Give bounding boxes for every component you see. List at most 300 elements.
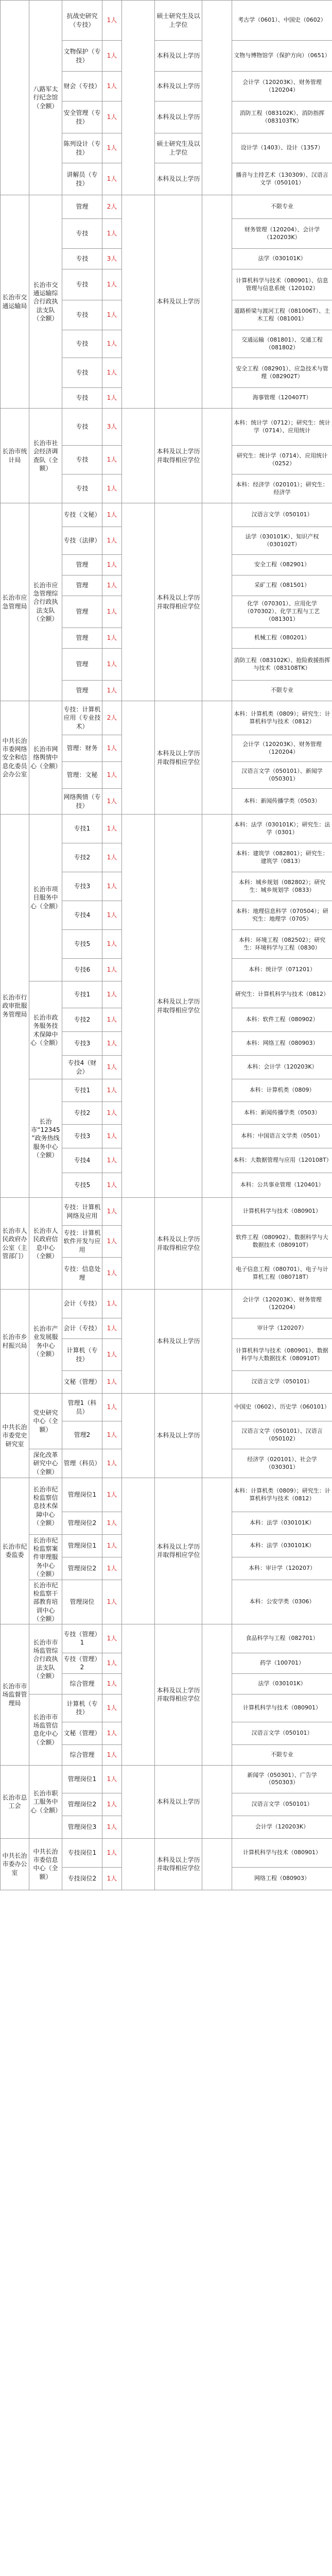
headcount-cell: 1人: [102, 872, 122, 901]
unit-cell: 长治市纪检监察干部教育培训中心（全额）: [29, 1580, 62, 1624]
major-cell: 计算机科学与技术（080901）: [232, 1198, 332, 1226]
position-cell: 专技2: [62, 1102, 102, 1125]
department-cell: 中共长治市委党史研究室: [1, 1394, 29, 1478]
position-cell: 管理: [62, 628, 102, 649]
education-cell: 本科及以上学历: [155, 41, 202, 72]
education-cell: 本科及以上学历并取得相应学位: [155, 1198, 202, 1290]
headcount-cell: 1人: [102, 358, 122, 388]
other-cell: [202, 701, 232, 815]
major-cell: 不限专业: [232, 1744, 332, 1765]
major-cell: 审计学（120207）: [232, 1318, 332, 1339]
position-cell: 管理: [62, 575, 102, 596]
headcount-cell: 1人: [102, 1673, 122, 1694]
position-cell: 管理：财务: [62, 735, 102, 762]
major-cell: 考古学（0601）、中国史（0602）: [232, 1, 332, 41]
other-cell: [202, 1624, 232, 1765]
position-cell: 管理: [62, 681, 102, 701]
major-cell: 研究生：计算机科学与技术（0812）: [232, 981, 332, 1008]
unit-cell: 八路军太行纪念馆（全额）: [29, 1, 62, 195]
table-row: [1, 1838, 332, 1867]
unit-cell: 长治市“12345”政务热线服务中心（全额）: [29, 1079, 62, 1198]
major-cell: 不限专业: [232, 681, 332, 701]
major-cell: 法学（030101K）、知识产权（030102T）: [232, 527, 332, 555]
department-cell: 长治市纪委监委: [1, 1478, 29, 1624]
major-cell: 会计学（120203K）、财务管理（120204）: [232, 735, 332, 762]
headcount-cell: 1人: [102, 1198, 122, 1226]
major-cell: 软件工程（080902）、数据科学与大数据技术（080910T）: [232, 1226, 332, 1258]
position-cell: 管理岗位: [62, 1580, 102, 1624]
other-cell: [202, 503, 232, 701]
major-cell: 会计学（120203K）、财务管理（120204）: [232, 1290, 332, 1318]
major-cell: 新闻学（050301）、广告学（050303）: [232, 1765, 332, 1793]
headcount-cell: 1人: [102, 930, 122, 959]
education-cell: 本科及以上学历: [155, 1394, 202, 1478]
other-cell: [202, 815, 232, 1198]
unit-cell: 长治市政务服务技术保障中心（全额）: [29, 981, 62, 1079]
position-cell: 专技：计算机应用（专业技术）: [62, 701, 102, 735]
position-cell: 专技3: [62, 1125, 102, 1148]
position-cell: 管理：文秘: [62, 762, 102, 789]
position-cell: 安全管理（专技）: [62, 101, 102, 133]
position-cell: 专技1: [62, 815, 102, 843]
other-cell: [202, 1765, 232, 1838]
position-cell: 专技1: [62, 981, 102, 1008]
age-cell: [122, 1478, 155, 1624]
headcount-cell: 1人: [102, 959, 122, 981]
table-row: [1, 1624, 332, 1653]
position-cell: 专技: [62, 300, 102, 330]
education-cell: 本科及以上学历: [155, 163, 202, 195]
headcount-cell: 1人: [102, 1056, 122, 1079]
position-cell: 专技5: [62, 930, 102, 959]
position-cell: 文秘（管理）: [62, 1722, 102, 1744]
headcount-cell: 1人: [102, 1653, 122, 1673]
age-cell: [122, 1394, 155, 1478]
table-row: [1, 815, 332, 843]
position-cell: 管理: [62, 555, 102, 575]
table-row: [1, 409, 332, 446]
headcount-cell: 1人: [102, 101, 122, 133]
headcount-cell: 1人: [102, 133, 122, 163]
unit-cell: 党史研究中心（全额）: [29, 1394, 62, 1449]
position-cell: 专技: [62, 219, 102, 249]
major-cell: 本科：公安学类（0306）: [232, 1580, 332, 1624]
position-cell: 管理岗位2: [62, 1557, 102, 1580]
major-cell: 财务管理（120204）、会计学（120203K）: [232, 219, 332, 249]
headcount-cell: 1人: [102, 681, 122, 701]
education-cell: 本科及以上学历并取得相应学位: [155, 815, 202, 1198]
department-cell: 长治市交通运输局: [1, 195, 29, 409]
position-cell: 专技6: [62, 959, 102, 981]
headcount-cell: 1人: [102, 789, 122, 815]
major-cell: 本科：法学（030101K）: [232, 1512, 332, 1535]
headcount-cell: 1人: [102, 330, 122, 358]
major-cell: 研究生：统计学（0714）、应用统计（0252）: [232, 446, 332, 474]
position-cell: 专技: [62, 269, 102, 300]
major-cell: 计算机科学与技术（080901）: [232, 1694, 332, 1722]
position-cell: 专技3: [62, 1032, 102, 1056]
headcount-cell: 3人: [102, 409, 122, 446]
headcount-cell: 1人: [102, 1478, 122, 1512]
position-cell: 专技3: [62, 872, 102, 901]
major-cell: 采矿工程（081501）: [232, 575, 332, 596]
major-cell: 计算机科学与技术（080901）、信息管理与信息系统（120102）: [232, 269, 332, 300]
headcount-cell: 1人: [102, 1744, 122, 1765]
headcount-cell: 1人: [102, 762, 122, 789]
major-cell: 文物与博物馆学（保护方向）（0651）: [232, 41, 332, 72]
headcount-cell: 1人: [102, 575, 122, 596]
table-row: [1, 503, 332, 527]
education-cell: 本科及以上学历并取得相应学位: [155, 409, 202, 503]
headcount-cell: 1人: [102, 1535, 122, 1557]
position-cell: 专技（法律）: [62, 527, 102, 555]
education-cell: 本科及以上学历并取得相应学位: [155, 1624, 202, 1765]
major-cell: 本科：统计学（071201）: [232, 959, 332, 981]
headcount-cell: 1人: [102, 1339, 122, 1371]
position-cell: 财会（专技）: [62, 72, 102, 101]
major-cell: 安全工程（082901）、应急技术与管理（082902T）: [232, 358, 332, 388]
position-cell: 管理2: [62, 1421, 102, 1449]
headcount-cell: 1人: [102, 815, 122, 843]
other-cell: [202, 1290, 232, 1394]
age-cell: [122, 1, 155, 195]
table-row: [1, 1, 332, 41]
headcount-cell: 1人: [102, 219, 122, 249]
unit-cell: 深化改革研究中心（全额）: [29, 1449, 62, 1478]
position-cell: 专技：信息处理: [62, 1258, 102, 1290]
major-cell: 本科：审计学（120207）: [232, 1557, 332, 1580]
major-cell: 本科：法学（030101K）: [232, 1535, 332, 1557]
position-cell: 专技4（财会）: [62, 1056, 102, 1079]
major-cell: 本科：统计学（0712）；研究生：统计学（0714）、应用统计: [232, 409, 332, 446]
position-cell: 专技2: [62, 1008, 102, 1032]
headcount-cell: 1人: [102, 1371, 122, 1394]
major-cell: 药学（100701）: [232, 1653, 332, 1673]
headcount-cell: 1人: [102, 163, 122, 195]
other-cell: [202, 1198, 232, 1290]
major-cell: 法学（030101K）: [232, 249, 332, 269]
department-cell: 中共长治市委网络安全和信息化委员会办公室: [1, 701, 29, 815]
age-cell: [122, 195, 155, 409]
major-cell: 消防工程（083102K）、消防指挥（083103TK）: [232, 101, 332, 133]
major-cell: 会计学（120203K）: [232, 1816, 332, 1838]
position-cell: 专技4: [62, 1148, 102, 1173]
major-cell: 本科：软件工程（080902）: [232, 1008, 332, 1032]
position-cell: 专技（文秘）: [62, 503, 102, 527]
education-cell: 本科及以上学历: [155, 101, 202, 133]
headcount-cell: 1人: [102, 1421, 122, 1449]
headcount-cell: 1人: [102, 1226, 122, 1258]
major-cell: 播音与主持艺术（130309）、汉语言文学（050101）: [232, 163, 332, 195]
headcount-cell: 1人: [102, 1258, 122, 1290]
position-cell: 管理岗位3: [62, 1816, 102, 1838]
unit-cell: 长治市市场监管信息化中心（全额）: [29, 1694, 62, 1765]
education-cell: 本科及以上学历: [155, 195, 202, 409]
position-cell: 综合管理: [62, 1673, 102, 1694]
headcount-cell: 1人: [102, 1793, 122, 1816]
unit-cell: 长治市职工服务中心（全额）: [29, 1765, 62, 1838]
major-cell: 法学（030101K）: [232, 1673, 332, 1694]
table-row: [1, 1394, 332, 1421]
major-cell: 本科：新闻传播学类（0503）: [232, 789, 332, 815]
unit-cell: 中共长治市委信息中心（全额）: [29, 1838, 62, 1890]
major-cell: 本科：计算机类（0809）；研究生：计算机科学与技术（0812）: [232, 1478, 332, 1512]
headcount-cell: 1人: [102, 1557, 122, 1580]
education-cell: 硕士研究生及以上学位: [155, 133, 202, 163]
headcount-cell: 1人: [102, 1512, 122, 1535]
major-cell: 本科：地理信息科学（070504）；研究生：地理学（0705）: [232, 901, 332, 930]
position-cell: 计算机（专技）: [62, 1694, 102, 1722]
age-cell: [122, 701, 155, 815]
headcount-cell: 1人: [102, 981, 122, 1008]
major-cell: 本科：环境工程（082502）；研究生：环境科学与工程（0830）: [232, 930, 332, 959]
headcount-cell: 2人: [102, 701, 122, 735]
headcount-cell: 1人: [102, 735, 122, 762]
age-cell: [122, 1838, 155, 1890]
major-cell: 本科：会计学（120203K）: [232, 1056, 332, 1079]
position-cell: 专技: [62, 330, 102, 358]
major-cell: 消防工程（083102K）、抢险救援指挥与技术（083108TK）: [232, 649, 332, 681]
position-cell: 管理岗位1: [62, 1765, 102, 1793]
department-cell: 长治市人民政府办公室（主管部门）: [1, 1198, 29, 1290]
major-cell: 汉语言文学（050101）: [232, 1793, 332, 1816]
position-cell: 专技岗位1: [62, 1838, 102, 1867]
department-cell: 长治市市场监督管理局: [1, 1624, 29, 1765]
position-cell: 专技: [62, 358, 102, 388]
position-cell: 管理1（科员）: [62, 1394, 102, 1421]
position-cell: 文秘（管理）: [62, 1371, 102, 1394]
position-cell: 专技（管理）1: [62, 1624, 102, 1653]
major-cell: 本科：中国语言文学类（0501）: [232, 1125, 332, 1148]
headcount-cell: 1人: [102, 1838, 122, 1867]
major-cell: 汉语言文学（050101）、汉语言（050102）: [232, 1421, 332, 1449]
unit-cell: 长治市市场监管综合行政执法支队（全额）: [29, 1624, 62, 1694]
education-cell: 硕士研究生及以上学位: [155, 1, 202, 41]
headcount-cell: 3人: [102, 249, 122, 269]
unit-cell: 长治市人民政府信息中心（全额）: [29, 1198, 62, 1290]
position-cell: 专技: [62, 388, 102, 409]
position-cell: 专技：计算机软件开发与应用: [62, 1226, 102, 1258]
headcount-cell: 1人: [102, 1624, 122, 1653]
headcount-cell: 1人: [102, 527, 122, 555]
position-cell: 管理岗位1: [62, 1478, 102, 1512]
position-cell: 管理: [62, 649, 102, 681]
education-cell: 本科及以上学历: [155, 72, 202, 101]
headcount-cell: 1人: [102, 72, 122, 101]
major-cell: 安全工程（082901）: [232, 555, 332, 575]
position-cell: 专技: [62, 409, 102, 446]
headcount-cell: 1人: [102, 1125, 122, 1148]
headcount-cell: 1人: [102, 555, 122, 575]
major-cell: 化学（070301）、应用化学（070302）、化学工程与工艺（081301）: [232, 596, 332, 628]
major-cell: 本科：经济学（020101）；研究生：经济学: [232, 474, 332, 503]
position-cell: 文物保护（专技）: [62, 41, 102, 72]
major-cell: 汉语言文学（050101）、新闻学（050301）: [232, 762, 332, 789]
major-cell: 交通运输（081801）、交通工程（081802）: [232, 330, 332, 358]
unit-cell: 长治市应急管理综合行政执法支队（全额）: [29, 503, 62, 701]
major-cell: 中国史（0602）、历史学（060101）: [232, 1394, 332, 1421]
education-cell: 本科及以上学历并取得相应学位: [155, 1838, 202, 1890]
position-cell: 专技1: [62, 1079, 102, 1102]
position-cell: 会计（专技）: [62, 1318, 102, 1339]
major-cell: 海事管理（120407T）: [232, 388, 332, 409]
other-cell: [202, 1394, 232, 1478]
headcount-cell: 1人: [102, 41, 122, 72]
position-cell: 专技5: [62, 1173, 102, 1198]
position-cell: 管理: [62, 195, 102, 219]
department-cell: 长治市应急管理局: [1, 503, 29, 701]
other-cell: [202, 195, 232, 409]
age-cell: [122, 409, 155, 503]
department-cell: 中共长治市委办公室: [1, 1838, 29, 1890]
unit-cell: 长治市网络舆情中心（全额）: [29, 701, 62, 815]
position-cell: 陈列设计（专技）: [62, 133, 102, 163]
position-cell: 专技2: [62, 843, 102, 872]
table-row: [1, 1290, 332, 1318]
position-cell: 讲解员（专技）: [62, 163, 102, 195]
headcount-cell: 1人: [102, 1694, 122, 1722]
unit-cell: 长治市项目服务中心（全额）: [29, 815, 62, 981]
other-cell: [202, 409, 232, 503]
table-body: [1, 1, 332, 1890]
headcount-cell: 1人: [102, 596, 122, 628]
table-row: [1, 1478, 332, 1512]
headcount-cell: 1人: [102, 1580, 122, 1624]
headcount-cell: 1人: [102, 649, 122, 681]
major-cell: 机械工程（080201）: [232, 628, 332, 649]
table-row: [1, 701, 332, 735]
education-cell: 本科及以上学历并取得相应学位: [155, 701, 202, 815]
position-cell: 管理岗位2: [62, 1512, 102, 1535]
major-cell: 道路桥梁与渡河工程（081006T）、土木工程（081001）: [232, 300, 332, 330]
education-cell: 本科及以上学历: [155, 1765, 202, 1838]
headcount-cell: 1人: [102, 1765, 122, 1793]
headcount-cell: 1人: [102, 388, 122, 409]
unit-cell: 长治市纪检监察案件审理服务中心（全额）: [29, 1535, 62, 1580]
age-cell: [122, 1624, 155, 1765]
table-row: [1, 1198, 332, 1226]
position-cell: 专技: [62, 474, 102, 503]
education-cell: 本科及以上学历并取得相应学位: [155, 503, 202, 701]
department-cell: [1, 1, 29, 195]
position-cell: 管理: [62, 596, 102, 628]
other-cell: [202, 1838, 232, 1890]
position-cell: 管理岗位1: [62, 1535, 102, 1557]
major-cell: 汉语言文学（050101）: [232, 503, 332, 527]
major-cell: 计算机科学与技术（080901）: [232, 1838, 332, 1867]
major-cell: 本科：计算机类（0809）: [232, 1079, 332, 1102]
headcount-cell: 1人: [102, 1008, 122, 1032]
headcount-cell: 1人: [102, 1079, 122, 1102]
major-cell: 设计学（1403）、设计（1357）: [232, 133, 332, 163]
major-cell: 会计学（120203K）、财务管理（120204）: [232, 72, 332, 101]
position-cell: 会计（专技）: [62, 1290, 102, 1318]
position-cell: 专技: [62, 249, 102, 269]
major-cell: 计算机科学与技术（080901）、数据科学与大数据技术（080910T）: [232, 1339, 332, 1371]
major-cell: 不限专业: [232, 195, 332, 219]
major-cell: 本科：城乡规划（082802）；研究生：城乡规划学（0833）: [232, 872, 332, 901]
headcount-cell: 2人: [102, 195, 122, 219]
position-cell: 网络舆情（专技）: [62, 789, 102, 815]
headcount-cell: 1人: [102, 1102, 122, 1125]
major-cell: 本科：建筑学（082801）；研究生：建筑学（0813）: [232, 843, 332, 872]
position-cell: 管理（科员）: [62, 1449, 102, 1478]
age-cell: [122, 503, 155, 701]
unit-cell: 长治市产业发展服务中心（全额）: [29, 1290, 62, 1394]
age-cell: [122, 815, 155, 1198]
major-cell: 本科：新闻传播学类（0503）: [232, 1102, 332, 1125]
headcount-cell: 1人: [102, 446, 122, 474]
position-cell: 抗战史研究（专技）: [62, 1, 102, 41]
major-cell: 网络工程（080903）: [232, 1867, 332, 1890]
headcount-cell: 1人: [102, 1394, 122, 1421]
headcount-cell: 1人: [102, 269, 122, 300]
age-cell: [122, 1290, 155, 1394]
unit-cell: 长治市社会经济调查队（全额）: [29, 409, 62, 503]
position-cell: 管理岗位2: [62, 1793, 102, 1816]
unit-cell: 长治市交通运输综合行政执法支队（全额）: [29, 195, 62, 409]
other-cell: [202, 1, 232, 195]
major-cell: 汉语言文学（050101）: [232, 1722, 332, 1744]
major-cell: 本科：公共事业管理（120401）: [232, 1173, 332, 1198]
headcount-cell: 1人: [102, 300, 122, 330]
position-cell: 专技4: [62, 901, 102, 930]
department-cell: 长治市行政审批服务管理局: [1, 815, 29, 1198]
headcount-cell: 1人: [102, 1290, 122, 1318]
headcount-cell: 1人: [102, 1816, 122, 1838]
headcount-cell: 1人: [102, 474, 122, 503]
major-cell: 经济学（020101）、社会学（030301）: [232, 1449, 332, 1478]
education-cell: 本科及以上学历并取得相应学位: [155, 1478, 202, 1624]
major-cell: 本科：网络工程（080903）: [232, 1032, 332, 1056]
age-cell: [122, 1765, 155, 1838]
other-cell: [202, 1478, 232, 1624]
position-cell: 计算机（专技）: [62, 1339, 102, 1371]
headcount-cell: 1人: [102, 1867, 122, 1890]
major-cell: 本科：计算机类（0809）；研究生：计算机科学与技术（0812）: [232, 701, 332, 735]
department-cell: 长治市乡村振兴局: [1, 1290, 29, 1394]
headcount-cell: 1人: [102, 1, 122, 41]
age-cell: [122, 1198, 155, 1290]
headcount-cell: 1人: [102, 843, 122, 872]
headcount-cell: 1人: [102, 503, 122, 527]
major-cell: 电子信息工程（080701）、电子与计算机工程（080718T）: [232, 1258, 332, 1290]
position-cell: 综合管理: [62, 1744, 102, 1765]
position-cell: 专技岗位2: [62, 1867, 102, 1890]
position-cell: 专技: [62, 446, 102, 474]
headcount-cell: 1人: [102, 628, 122, 649]
headcount-cell: 1人: [102, 1173, 122, 1198]
position-cell: 专技（管理）2: [62, 1653, 102, 1673]
major-cell: 食品科学与工程（082701）: [232, 1624, 332, 1653]
headcount-cell: 1人: [102, 1148, 122, 1173]
table-row: [1, 1765, 332, 1793]
major-cell: 汉语言文学（050101）: [232, 1371, 332, 1394]
headcount-cell: 1人: [102, 1032, 122, 1056]
table-row: [1, 195, 332, 219]
unit-cell: 长治市纪检监察信息技术保障中心（全额）: [29, 1478, 62, 1535]
headcount-cell: 1人: [102, 901, 122, 930]
headcount-cell: 1人: [102, 1318, 122, 1339]
department-cell: 长治市统计局: [1, 409, 29, 503]
education-cell: 本科及以上学历: [155, 1290, 202, 1394]
major-cell: 本科：大数据管理与应用（120108T）: [232, 1148, 332, 1173]
position-cell: 专技：计算机网络及应用: [62, 1198, 102, 1226]
headcount-cell: 1人: [102, 1449, 122, 1478]
headcount-cell: 1人: [102, 1722, 122, 1744]
major-cell: 本科：法学（030101K）；研究生：法学（0301）: [232, 815, 332, 843]
department-cell: 长治市总工会: [1, 1765, 29, 1838]
